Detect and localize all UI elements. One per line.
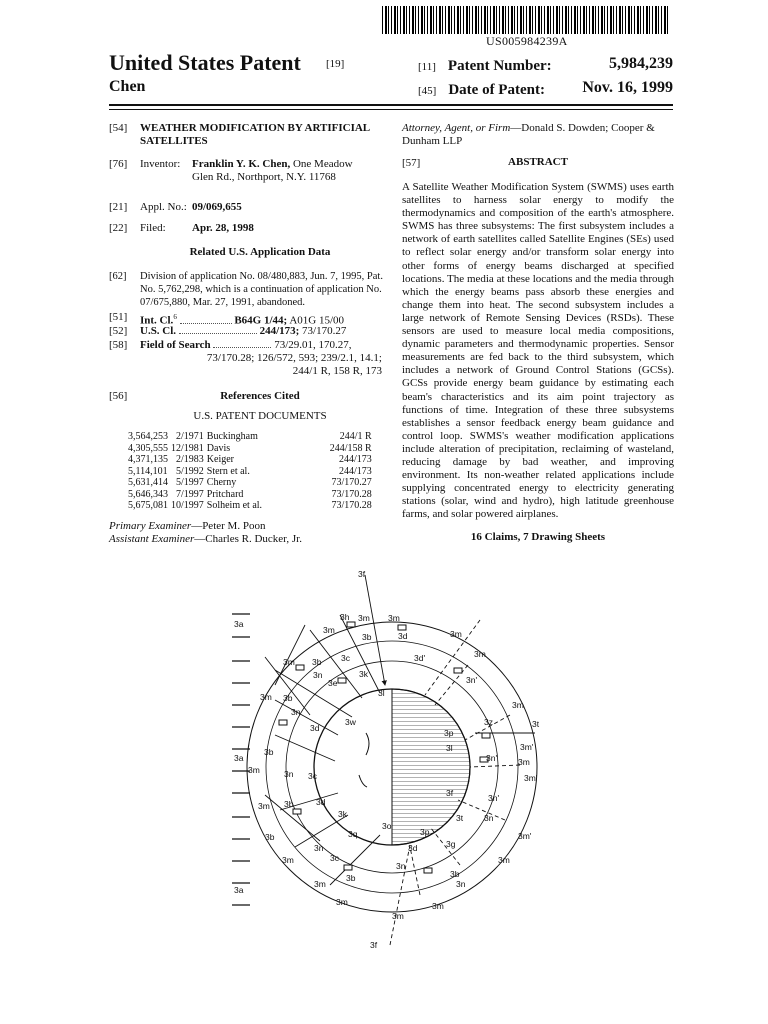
field-of-search bbox=[140, 339, 382, 378]
label-3k: 3k bbox=[359, 669, 368, 679]
label-3m: 3m bbox=[283, 657, 295, 667]
inventor-name: Franklin Y. K. Chen, bbox=[192, 158, 291, 170]
inventor-block bbox=[192, 158, 392, 184]
label-3d: 3d bbox=[316, 797, 326, 807]
reference-class: 244/173 bbox=[338, 465, 372, 477]
division-text bbox=[140, 270, 390, 309]
attorney-line2: Dunham LLP bbox=[402, 135, 463, 147]
label-3m: 3m bbox=[474, 649, 486, 659]
reference-row bbox=[128, 443, 375, 455]
reference-class: 73/170.28 bbox=[331, 500, 372, 511]
label-3m: 3m bbox=[432, 901, 444, 911]
reference-class: 244/158 R bbox=[329, 442, 372, 454]
label-3f-top: 3f bbox=[358, 569, 366, 579]
attorney-line1: —Donald S. Dowden; Cooper & bbox=[510, 122, 655, 134]
reference-date: 2/1971 bbox=[176, 431, 204, 442]
label-3m: 3m bbox=[248, 765, 260, 775]
reference-date: 5/1992 bbox=[176, 465, 204, 477]
label-3k: 3k bbox=[338, 809, 347, 819]
int-cl-primary: B64G 1/44; bbox=[234, 314, 288, 327]
label-3h: 3h bbox=[340, 612, 350, 622]
reference-patent-no: 5,114,101 bbox=[128, 465, 168, 477]
label-3m: 3m bbox=[498, 855, 510, 865]
label-3o: 3o bbox=[382, 821, 392, 831]
label-3d: 3d bbox=[398, 631, 408, 641]
leader-dots bbox=[180, 323, 232, 324]
division-line2: No. 5,762,298, which is a continuation of application No. bbox=[140, 284, 382, 295]
label-3g: 3g bbox=[446, 839, 456, 849]
reference-row bbox=[128, 454, 375, 466]
search-line3: 244/1 R, 158 R, 173 bbox=[292, 365, 382, 377]
us-cl-secondary: 73/170.27 bbox=[302, 325, 347, 337]
appl-no-label: Appl. No.: bbox=[140, 201, 187, 213]
assistant-examiner-label: Assistant Examiner bbox=[109, 533, 195, 545]
field-56-code: [56] bbox=[109, 390, 128, 402]
label-3m-prime: 3m' bbox=[520, 742, 534, 752]
label-3n: 3n bbox=[291, 707, 301, 717]
field-58-code: [58] bbox=[109, 339, 128, 351]
label-3t: 3t bbox=[532, 719, 540, 729]
abstract-heading: ABSTRACT bbox=[508, 156, 568, 168]
field-52-code: [52] bbox=[109, 325, 128, 337]
label-3a: 3a bbox=[234, 619, 244, 629]
reference-inventor: Solheim et al. bbox=[206, 500, 263, 511]
label-3m: 3m bbox=[512, 700, 524, 710]
reference-inventor: Buckingham bbox=[206, 431, 258, 442]
patent-date: Nov. 16, 1999 bbox=[582, 79, 673, 96]
label-3b: 3b bbox=[362, 632, 372, 642]
reference-class: 244/173 bbox=[338, 454, 372, 465]
label-3n: 3n bbox=[484, 813, 494, 823]
primary-examiner bbox=[109, 520, 265, 533]
label-3l: 3l bbox=[446, 743, 453, 753]
label-3m: 3m bbox=[314, 879, 326, 889]
field-51-code: [51] bbox=[109, 311, 128, 323]
reference-inventor: Cherny bbox=[206, 477, 237, 488]
reference-inventor: Keiger bbox=[206, 454, 234, 465]
label-3e: 3e bbox=[328, 678, 338, 688]
label-3z: 3z bbox=[484, 717, 493, 727]
label-3n-prime: 3n' bbox=[466, 675, 478, 685]
reference-inventor: Stern et al. bbox=[206, 465, 250, 477]
references-heading: References Cited bbox=[220, 390, 300, 402]
label-3b: 3b bbox=[450, 869, 460, 879]
reference-patent-no: 5,631,414 bbox=[128, 477, 168, 488]
patent-number-label: Patent Number: bbox=[447, 58, 552, 74]
reference-row bbox=[128, 500, 375, 512]
label-3b: 3b bbox=[283, 693, 293, 703]
int-cl-secondary: A01G 15/00 bbox=[289, 314, 345, 327]
patent-number-row bbox=[418, 57, 552, 75]
field-57-code: [57] bbox=[402, 157, 421, 169]
assistant-examiner bbox=[109, 533, 302, 546]
label-3m: 3m bbox=[258, 801, 270, 811]
label-3m: 3m bbox=[392, 911, 404, 921]
primary-examiner-name: —Peter M. Poon bbox=[191, 520, 266, 532]
label-3m-prime: 3m' bbox=[518, 831, 532, 841]
reference-row bbox=[128, 489, 375, 501]
reference-patent-no: 4,371,135 bbox=[128, 454, 168, 465]
invention-title-line2: SATELLITES bbox=[140, 135, 208, 147]
label-3d-prime: 3d' bbox=[414, 653, 426, 663]
reference-inventor: Davis bbox=[206, 442, 231, 454]
reference-patent-no: 5,675,081 bbox=[128, 500, 168, 511]
reference-date: 12/1981 bbox=[171, 442, 204, 454]
filed-label: Filed: bbox=[140, 222, 166, 234]
field-22-code: [22] bbox=[109, 222, 128, 234]
label-3d: 3d bbox=[310, 723, 320, 733]
label-3b: 3b bbox=[284, 799, 294, 809]
date-code: [45] bbox=[418, 85, 437, 97]
label-3a: 3a bbox=[234, 885, 244, 895]
field-21-code: [21] bbox=[109, 201, 128, 213]
label-3d: 3d bbox=[408, 843, 418, 853]
reference-patent-no: 3,564,253 bbox=[128, 431, 168, 442]
invention-title bbox=[140, 122, 390, 148]
label-3b: 3b bbox=[264, 747, 274, 757]
patent-number-code: [11] bbox=[418, 61, 436, 73]
reference-class: 244/1 R bbox=[339, 431, 372, 442]
field-62-code: [62] bbox=[109, 271, 127, 282]
appl-no-value: 09/069,655 bbox=[192, 201, 242, 213]
reference-inventor: Pritchard bbox=[206, 488, 244, 500]
reference-row bbox=[128, 466, 375, 478]
label-3m: 3m bbox=[358, 613, 370, 623]
inventor-surname: Chen bbox=[109, 78, 146, 95]
label-3m: 3m bbox=[388, 613, 400, 623]
field-54-code: [54] bbox=[109, 122, 128, 134]
references-table bbox=[128, 431, 375, 512]
field-76-code: [76] bbox=[109, 158, 128, 170]
label-3m-prime: 3m' bbox=[524, 773, 538, 783]
inventor-address-1: One Meadow bbox=[292, 158, 353, 170]
label-3b: 3b bbox=[346, 873, 356, 883]
reference-date: 7/1997 bbox=[176, 488, 204, 500]
label-3p: 3p bbox=[420, 827, 430, 837]
label-3n: 3n bbox=[284, 769, 294, 779]
patent-number: 5,984,239 bbox=[609, 55, 673, 72]
reference-row bbox=[128, 431, 375, 443]
label-3m: 3m bbox=[323, 625, 335, 635]
label-3n: 3n bbox=[314, 843, 324, 853]
attorney-label: Attorney, Agent, or Firm bbox=[402, 122, 511, 134]
label-3m: 3m bbox=[282, 855, 294, 865]
us-patent-documents-heading: U.S. PATENT DOCUMENTS bbox=[193, 410, 327, 422]
label-3n: 3n bbox=[456, 879, 466, 889]
search-label: Field of Search bbox=[140, 339, 211, 351]
filed-value: Apr. 28, 1998 bbox=[192, 222, 254, 234]
division-line1: Division of application No. 08/480,883, Jun. 7, 1995, Pat. bbox=[140, 271, 383, 282]
barcode bbox=[382, 6, 670, 34]
label-3m: 3m bbox=[518, 757, 530, 767]
us-cl-label: U.S. Cl. bbox=[140, 325, 177, 337]
reference-class: 73/170.27 bbox=[331, 477, 372, 488]
int-cl-sup: 6 bbox=[173, 313, 177, 321]
us-cl-primary: 244/173; bbox=[259, 325, 300, 337]
reference-date: 5/1997 bbox=[176, 477, 204, 488]
label-3n-prime: 3n' bbox=[488, 793, 500, 803]
inventor-address-2: Glen Rd., Northport, N.Y. 11768 bbox=[192, 171, 336, 183]
publication-number: US005984239A bbox=[486, 34, 568, 48]
label-3n: 3n bbox=[396, 861, 406, 871]
label-3m: 3m bbox=[450, 629, 462, 639]
search-line1: 73/29.01, 170.27, bbox=[274, 339, 352, 351]
leader-dots bbox=[179, 333, 257, 334]
reference-date: 2/1983 bbox=[176, 454, 204, 465]
label-3t: 3t bbox=[456, 813, 464, 823]
abstract-text: A Satellite Weather Modification System (SWMS) uses earth satellites to harness solar energy to modify the thermodynamics and composition of the earth's atmosphere. SWMS has three subsystems: The first subsystem includes a network of earth satellites called Satellite Engines (SEs) used to reflect solar energy and/or transform solar energy into other forms of energy beams discharged at specified locations. The media at these locations and the media through which the energy beams pass absorb these energies and change them into heat. The second subsystem includes a large network of Remote Sensing Devices (RSDs). These sensors are used to measure local media compositions, dynamic parameters and thermodynamic properties. Sensor measurements are fed back to the third subsystem, which includes a network of Ground Control Stations (GCSs). GCSs provide energy beam guidance by estimating each beam's characteristics and its aim point trajectory as functions of time. Integration of these three subsystems establishes a sensor feedback energy beam guidance and control loop. SWMS's weather modification applications include alteration of precipitation, reclaiming of wasteland, reducing damage by bad weather, and improving environment. Its non-weather related applications include supplying concentrated energy to electricity generating stations (solar, wind and hydro), high latitude greenhouse farms, and solar powered airplanes. bbox=[402, 181, 674, 521]
label-3p: 3p bbox=[444, 728, 454, 738]
primary-examiner-label: Primary Examiner bbox=[109, 520, 192, 532]
label-3c: 3c bbox=[308, 771, 317, 781]
date-label: Date of Patent: bbox=[448, 82, 545, 98]
division-line3: 07/675,880, Mar. 27, 1991, abandoned. bbox=[140, 297, 306, 308]
label-3m: 3m bbox=[336, 897, 348, 907]
patent-heading: United States Patent bbox=[109, 50, 301, 75]
claims-summary: 16 Claims, 7 Drawing Sheets bbox=[470, 531, 606, 543]
date-row bbox=[418, 81, 545, 99]
label-3f-bottom: 3f bbox=[370, 940, 378, 950]
header-rule bbox=[109, 104, 673, 106]
reference-date: 10/1997 bbox=[171, 500, 204, 511]
label-3c: 3c bbox=[341, 653, 350, 663]
inventor-label: Inventor: bbox=[140, 158, 181, 170]
reference-patent-no: 4,305,555 bbox=[128, 442, 168, 454]
label-3f: 3f bbox=[446, 788, 454, 798]
assistant-examiner-name: —Charles R. Ducker, Jr. bbox=[194, 533, 302, 545]
label-3b: 3b bbox=[312, 657, 322, 667]
invention-title-line1: WEATHER MODIFICATION BY ARTIFICIAL bbox=[140, 122, 371, 134]
leader-dots bbox=[213, 347, 271, 348]
heading-code: [19] bbox=[326, 58, 345, 70]
search-line2: 73/170.28; 126/572, 593; 239/2.1, 14.1; bbox=[206, 352, 382, 364]
label-3n-prime: 3n' bbox=[486, 753, 498, 763]
label-3l: 3l bbox=[378, 688, 385, 698]
header-rule-thin bbox=[109, 109, 673, 110]
us-cl-row bbox=[140, 325, 382, 338]
label-3w: 3w bbox=[345, 717, 356, 727]
representative-drawing bbox=[220, 565, 560, 950]
reference-patent-no: 5,646,343 bbox=[128, 488, 168, 500]
int-cl-label: Int. Cl. bbox=[140, 314, 174, 327]
label-3c: 3c bbox=[330, 853, 339, 863]
related-data-heading: Related U.S. Application Data bbox=[189, 246, 331, 258]
label-3a: 3a bbox=[234, 753, 244, 763]
label-3b: 3b bbox=[265, 832, 275, 842]
attorney-block bbox=[402, 122, 674, 148]
label-3m: 3m bbox=[260, 692, 272, 702]
label-3n: 3n bbox=[313, 670, 323, 680]
label-3q: 3q bbox=[348, 829, 358, 839]
reference-row bbox=[128, 477, 375, 489]
reference-class: 73/170.28 bbox=[331, 488, 372, 500]
